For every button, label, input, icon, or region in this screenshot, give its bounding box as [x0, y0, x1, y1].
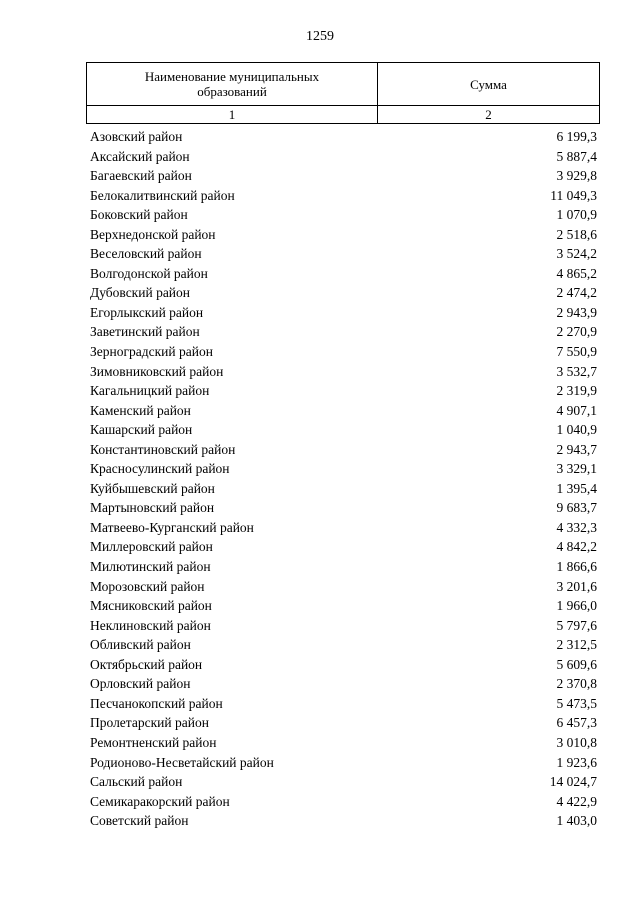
amount-value: 1 966,0: [556, 598, 597, 614]
table-row: [90, 205, 597, 225]
amount-value: 1 403,0: [556, 813, 597, 829]
amount-value: 4 422,9: [556, 793, 597, 809]
municipality-name: Заветинский район: [90, 324, 200, 340]
municipality-name: Аксайский район: [90, 148, 190, 164]
table-row: [90, 537, 597, 557]
table-row: [90, 244, 597, 264]
municipality-name: Ремонтненский район: [90, 734, 217, 750]
amount-value: 2 518,6: [556, 226, 597, 242]
amount-value: 3 524,2: [556, 246, 597, 262]
municipality-name: Куйбышевский район: [90, 480, 215, 496]
table-row: [90, 147, 597, 167]
municipality-name: Октябрьский район: [90, 656, 203, 672]
amount-value: 2 474,2: [556, 285, 597, 301]
municipality-name: Зимовниковский район: [90, 363, 224, 379]
table-row: [90, 498, 597, 518]
municipality-name: Белокалитвинский район: [90, 187, 235, 203]
municipality-name: Дубовский район: [90, 285, 191, 301]
amount-value: 5 887,4: [556, 148, 597, 164]
municipality-name: Азовский район: [90, 129, 183, 144]
municipality-name: Орловский район: [90, 676, 191, 692]
municipality-name: Красносулинский район: [90, 461, 230, 477]
amount-value: 1 866,6: [556, 559, 597, 575]
amount-value: 2 319,9: [556, 383, 597, 399]
table-row: [90, 733, 597, 753]
municipality-name: Неклиновский район: [90, 617, 211, 633]
municipality-name: Кагальницкий район: [90, 383, 210, 399]
header-sum-cell: Сумма: [378, 63, 600, 106]
municipality-name: Пролетарский район: [90, 715, 209, 731]
municipality-name: Родионово-Несветайский район: [90, 754, 274, 770]
table-row: [90, 772, 597, 792]
table-header: [86, 62, 600, 124]
amount-value: 6 199,3: [556, 129, 597, 144]
table-row: [90, 557, 597, 577]
municipality-name: Песчанокопский район: [90, 695, 223, 711]
municipality-name: Верхнедонской район: [90, 226, 216, 242]
table-row: [90, 342, 597, 362]
municipality-name: Сальский район: [90, 774, 183, 790]
municipality-name: Волгодонской район: [90, 265, 208, 281]
municipality-name: Матвеево-Курганский район: [90, 519, 254, 535]
municipality-name: Милютинский район: [90, 559, 211, 575]
municipality-name: Зерноградский район: [90, 344, 213, 360]
amount-value: 2 370,8: [556, 676, 597, 692]
municipality-name: Миллеровский район: [90, 539, 213, 555]
header-name-cell: [87, 63, 378, 106]
table-row: [90, 674, 597, 694]
amount-value: 3 532,7: [556, 363, 597, 379]
amount-value: 2 943,9: [556, 304, 597, 320]
table-row: [90, 616, 597, 636]
amount-value: 9 683,7: [556, 500, 597, 516]
table-row: [90, 166, 597, 186]
table-row: [90, 694, 597, 714]
table-row: [90, 322, 597, 342]
header-name-label: Наименование муниципальных образований: [144, 69, 320, 99]
amount-value: 5 797,6: [556, 617, 597, 633]
table-row: [90, 186, 597, 206]
amount-value: 2 312,5: [556, 637, 597, 653]
municipality-name: Советский район: [90, 813, 189, 829]
municipality-name: Морозовский район: [90, 578, 205, 594]
page-number: 1259: [306, 29, 334, 44]
amount-value: 11 049,3: [550, 187, 597, 203]
table-row: [90, 713, 597, 733]
table-row: [90, 459, 597, 479]
table-row: [90, 283, 597, 303]
table-row: [90, 401, 597, 421]
municipality-name: Каменский район: [90, 402, 191, 418]
table-row: [90, 479, 597, 499]
municipality-name: Боковский район: [90, 207, 188, 223]
table-row: [90, 753, 597, 773]
header-col-2-number: 2: [378, 106, 600, 124]
table-row: [90, 596, 597, 616]
amount-value: 4 842,2: [556, 539, 597, 555]
table-row: [90, 264, 597, 284]
amount-value: 1 070,9: [556, 207, 597, 223]
amount-value: 5 609,6: [556, 656, 597, 672]
municipality-name: Веселовский район: [90, 246, 202, 262]
municipality-name: Константиновский район: [90, 441, 236, 457]
amount-value: 6 457,3: [556, 715, 597, 731]
municipality-name: Мясниковский район: [90, 598, 212, 614]
amount-value: 2 943,7: [556, 441, 597, 457]
header-col-1-number: 1: [87, 106, 378, 124]
table-row: [90, 225, 597, 245]
table-row: [90, 655, 597, 675]
table-row: [90, 381, 597, 401]
amount-value: 2 270,9: [556, 324, 597, 340]
amount-value: 4 907,1: [556, 402, 597, 418]
table-row: [90, 362, 597, 382]
table-row: [90, 518, 597, 538]
municipality-name: Мартыновский район: [90, 500, 215, 516]
municipality-name: Семикаракорский район: [90, 793, 230, 809]
municipality-name: Обливский район: [90, 637, 191, 653]
amount-value: 5 473,5: [556, 695, 597, 711]
table-row: [90, 127, 597, 147]
amount-value: 1 923,6: [556, 754, 597, 770]
municipality-name: Кашарский район: [90, 422, 193, 438]
amount-value: 1 395,4: [556, 480, 597, 496]
table-row: [90, 577, 597, 597]
amount-value: 3 329,1: [556, 461, 597, 477]
amount-value: 7 550,9: [556, 344, 597, 360]
table-row: [90, 811, 597, 831]
table-row: [90, 420, 597, 440]
amount-value: 14 024,7: [549, 774, 597, 790]
amount-value: 1 040,9: [556, 422, 597, 438]
table-body: [90, 127, 597, 831]
table-row: [90, 303, 597, 323]
amount-value: 3 929,8: [556, 168, 597, 184]
municipality-name: Егорлыкский район: [90, 304, 204, 320]
amount-value: 4 332,3: [556, 519, 597, 535]
table-row: [90, 440, 597, 460]
municipality-name: Багаевский район: [90, 168, 192, 184]
amount-value: 3 201,6: [556, 578, 597, 594]
amount-value: 4 865,2: [556, 265, 597, 281]
amount-value: 3 010,8: [556, 734, 597, 750]
table-row: [90, 635, 597, 655]
table-row: [90, 792, 597, 812]
